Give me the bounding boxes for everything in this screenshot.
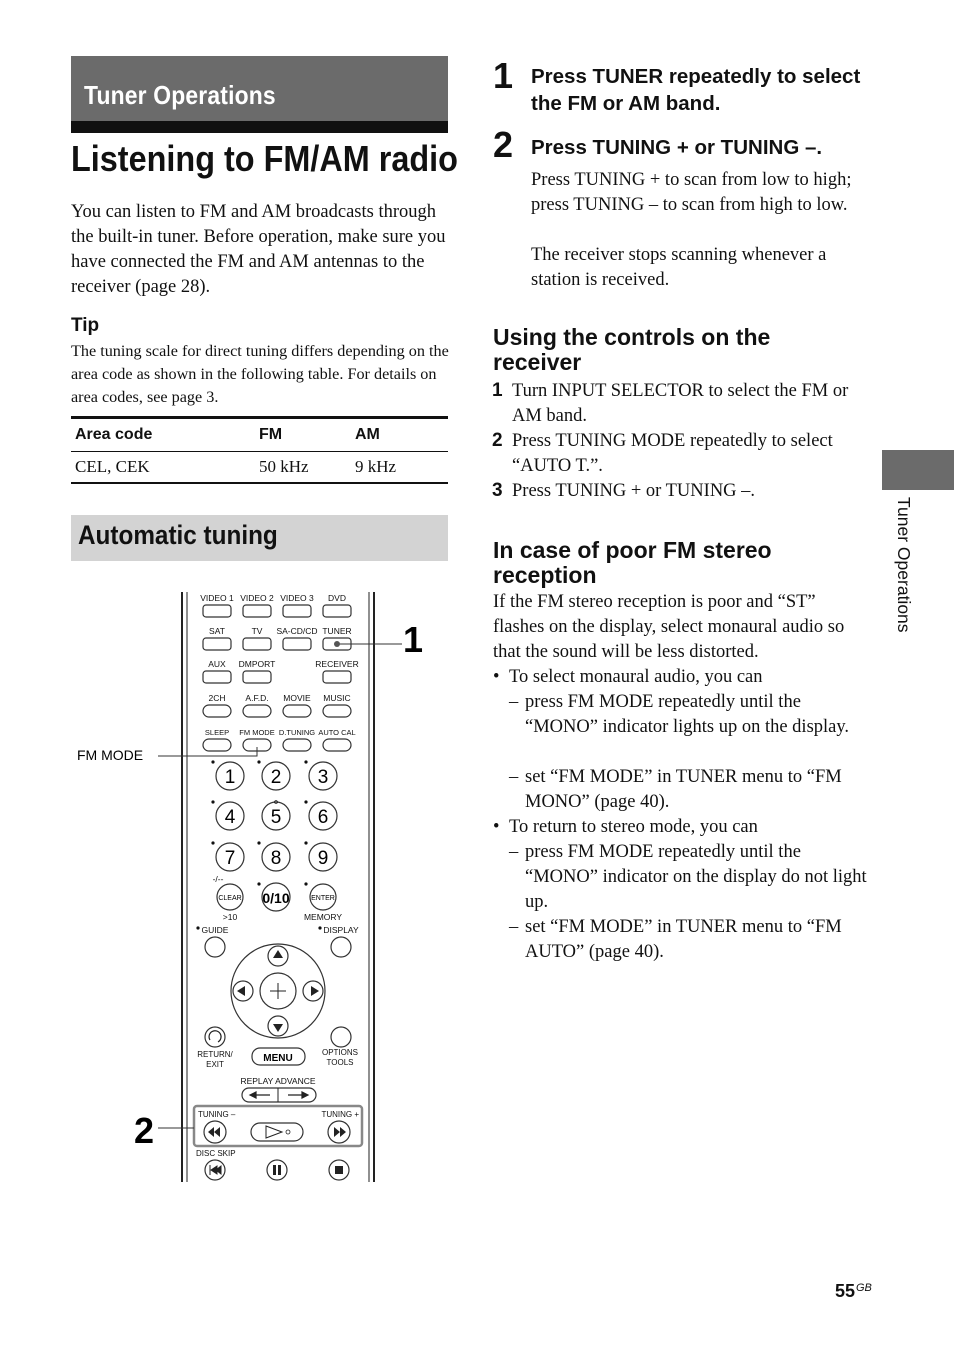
autocal-button[interactable] [323,739,351,751]
tuning-plus-label: TUNING + [321,1110,359,1119]
movie-button[interactable] [283,705,311,717]
table-cell-area-code: CEL, CEK [71,452,255,484]
dash-icon: – [509,767,519,787]
digit-3-label: 3 [317,767,329,788]
dot-icon [304,800,307,803]
dot-icon [211,841,214,844]
bullet-1-dash-2: set “FM MODE” in TUNER menu to “FM MONO” (page 40). [525,767,842,812]
step-2-heading: Press TUNING + or TUNING –. [531,136,823,159]
number-keypad [211,760,337,871]
side-tab [882,450,954,490]
bullet-1-text: To select monaural audio, you can [509,667,763,687]
sleep-label: SLEEP [204,728,230,737]
disc-skip-label: DISC SKIP [196,1149,236,1158]
dash-icon: – [509,917,519,937]
pause-icon [278,1165,281,1175]
table-header-area-code: Area code [71,418,255,452]
poor-reception-heading: In case of poor FM stereo reception [493,537,772,588]
replay-advance-label: REPLAY ADVANCE [240,1076,316,1086]
table-row [71,452,448,484]
receiver-step-3-number: 3 [492,480,503,501]
digit-4-label: 4 [224,807,236,828]
digit-1-label: 1 [224,767,236,788]
dtuning-button[interactable] [283,739,311,751]
tip-heading: Tip [71,315,100,336]
dmport-button[interactable] [243,671,271,683]
receiver-step-2-number: 2 [492,430,503,451]
return-label: RETURN/ [197,1050,233,1059]
section-title: Tuner Operations [84,80,276,110]
digit-8-label: 8 [270,848,282,869]
step-2-body: Press TUNING + to scan from low to high; press TUNING – to scan from high to low. [531,170,852,215]
bullet-icon: • [493,667,500,687]
options-button[interactable] [331,1027,351,1047]
digit-2-label: 2 [270,767,282,788]
remote-control-illustration [70,590,440,1185]
play-button[interactable] [251,1123,303,1141]
table-header-am: AM [351,418,448,452]
dot-icon [304,841,307,844]
bullet-1-dash-1: press FM MODE repeatedly until the “MONO” indicator lights up on the display. [525,692,850,737]
tools-label: TOOLS [326,1058,354,1067]
display-label: DISPLAY [323,925,359,935]
music-button[interactable] [323,705,351,717]
tv-label: TV [251,626,263,636]
tuner-label: TUNER [322,626,352,636]
page-number: 55 [835,1281,856,1301]
dot-icon [304,760,307,763]
receiver-step-3-text: Press TUNING + or TUNING –. [512,481,756,501]
return-button[interactable] [205,1027,225,1047]
menu-label: MENU [263,1053,293,1064]
receiver-step-1-text: Turn INPUT SELECTOR to select the FM or AM band. [512,381,849,426]
tip-text: The tuning scale for direct tuning differs depending on the area code as shown in the following table. For details on area codes, see page 3. [71,342,449,406]
fm-mode-callout: FM MODE [77,747,144,763]
video3-button[interactable] [283,605,311,617]
dot-icon [318,926,321,929]
step-1-callout: 1 [403,619,424,660]
zero-label: 0/10 [262,890,290,906]
2ch-button[interactable] [203,705,231,717]
dash-icon: – [509,692,519,712]
music-label: MUSIC [323,693,351,703]
enter-label: ENTER [311,895,335,902]
receiver-button[interactable] [323,671,351,683]
table-header-fm: FM [255,418,351,452]
page-number-suffix: GB [856,1282,872,1294]
dot-icon [257,760,260,763]
dash-label: -/-- [212,874,224,884]
options-label: OPTIONS [321,1048,359,1057]
afd-button[interactable] [243,705,271,717]
video2-label: VIDEO 2 [240,593,274,603]
tv-button[interactable] [243,638,271,650]
afd-label: A.F.D. [245,693,269,703]
digit-5-label: 5 [270,807,282,828]
digit-9-label: 9 [317,848,329,869]
step-2-number: 2 [493,124,514,165]
side-tab-label: Tuner Operations [894,497,914,633]
dot-icon [304,882,307,885]
dot-icon [211,800,214,803]
fm-mode-label: FM MODE [239,728,275,737]
receiver-step-2-text: Press TUNING MODE repeatedly to select “AUTO T.”. [512,431,833,476]
dvd-button[interactable] [323,605,351,617]
video2-button[interactable] [243,605,271,617]
guide-button[interactable] [205,937,225,957]
step-1-number: 1 [493,55,514,96]
receiver-controls-heading: Using the controls on the receiver [493,324,771,375]
dtuning-label: D.TUNING [278,728,316,737]
aux-button[interactable] [203,671,231,683]
dot-icon [196,926,199,929]
gt10-label: >10 [222,912,238,922]
clear-label: CLEAR [218,895,242,902]
movie-label: MOVIE [283,693,311,703]
receiver-step-1-number: 1 [492,380,503,401]
video3-label: VIDEO 3 [280,593,314,603]
table-header-row [71,418,448,452]
memory-label: MEMORY [303,912,343,922]
autocal-label: AUTO CAL [318,728,356,737]
2ch-label: 2CH [208,693,226,703]
dash-icon: – [509,842,519,862]
sleep-button[interactable] [203,739,231,751]
section-banner-underline [71,121,448,133]
sat-button[interactable] [203,638,231,650]
dot-icon [211,760,214,763]
aux-label: AUX [208,659,226,669]
step-1-heading: Press TUNER repeatedly to select the FM or AM band. [531,65,861,115]
bullet-2-text: To return to stereo mode, you can [509,817,758,837]
poor-reception-intro: If the FM stereo reception is poor and “ST” flashes on the display, select monaural audio so that the sound will be less distorted. [493,592,845,662]
video1-button[interactable] [203,605,231,617]
navigation-pad [231,944,325,1038]
dot-icon [257,882,260,885]
area-code-table [71,416,448,484]
stop-icon [335,1166,343,1174]
dvd-label: DVD [328,593,346,603]
receiver-label: RECEIVER [315,659,359,669]
sat-label: SAT [209,626,225,636]
digit-6-label: 6 [317,807,329,828]
intro-paragraph: You can listen to FM and AM broadcasts through the built-in tuner. Before operation, make sure you have connected the FM and AM antennas to the receiver (page 28). [71,202,446,297]
bullet-2-dash-1: press FM MODE repeatedly until the “MONO” indicator on the display do not light up. [525,842,867,912]
tuning-minus-label: TUNING – [198,1110,236,1119]
table-cell-am: 9 kHz [351,452,448,484]
digit-7-label: 7 [224,848,236,869]
bullet-2-dash-2: set “FM MODE” in TUNER menu to “FM AUTO” (page 40). [525,917,842,962]
step-2-callout: 2 [134,1110,155,1151]
automatic-tuning-title: Automatic tuning [78,520,278,550]
dot-icon [257,841,260,844]
table-cell-fm: 50 kHz [255,452,351,484]
guide-label: GUIDE [201,925,229,935]
sacd-button[interactable] [283,638,311,650]
exit-label: EXIT [206,1060,224,1069]
pause-button[interactable] [267,1160,287,1180]
video1-label: VIDEO 1 [200,593,234,603]
dmport-label: DMPORT [238,659,276,669]
pause-icon [273,1165,276,1175]
leader-dot-icon [334,641,340,647]
bullet-icon: • [493,817,500,837]
sacd-label: SA-CD/CD [276,626,318,636]
display-button[interactable] [331,937,351,957]
page-title: Listening to FM/AM radio [71,138,458,179]
step-2-note: The receiver stops scanning whenever a station is received. [531,245,827,290]
